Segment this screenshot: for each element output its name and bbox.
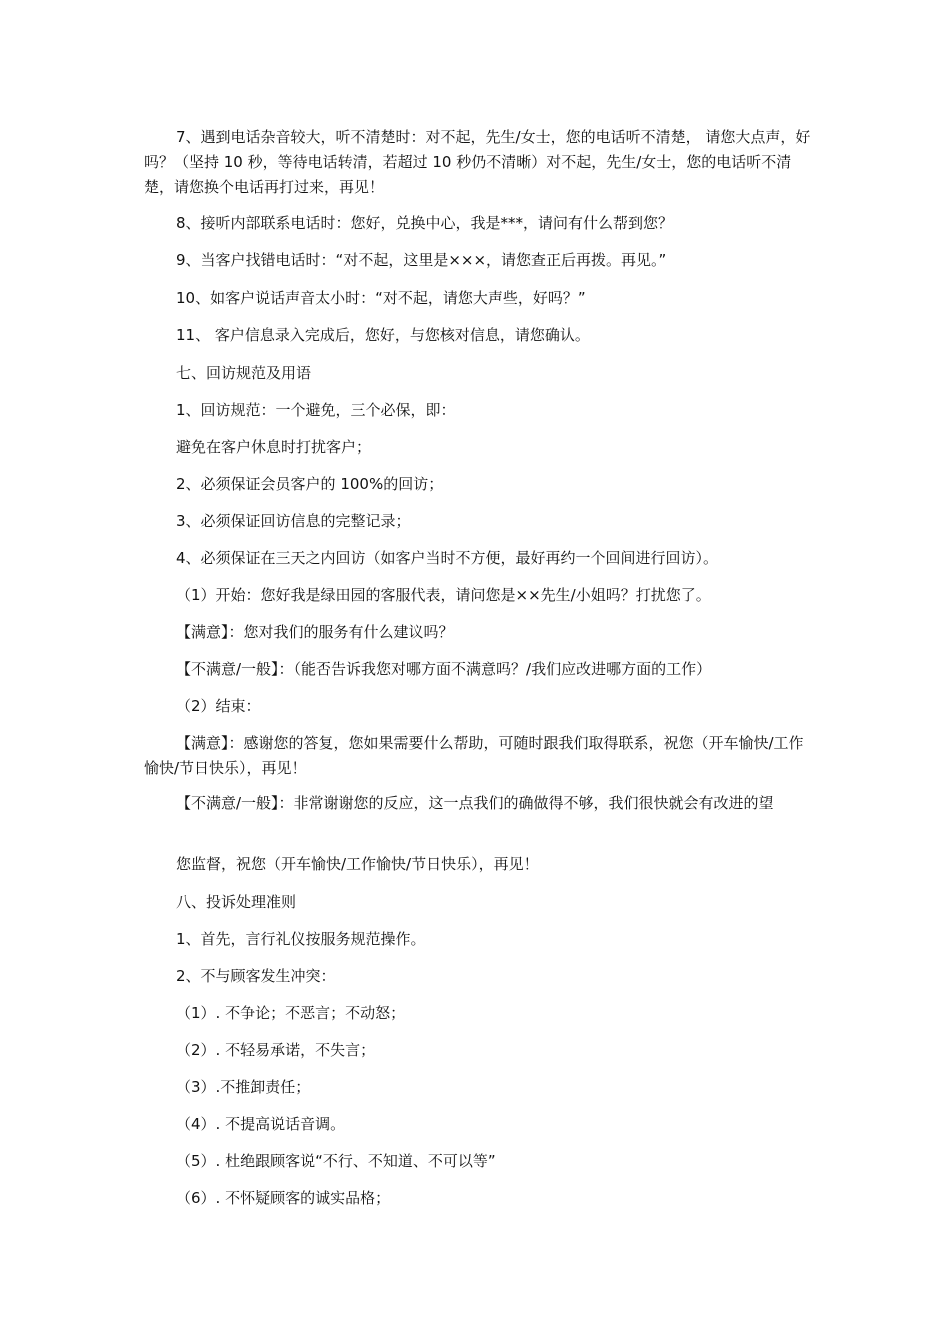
list-item-4: （4）. 不提高说话音调。 bbox=[176, 1115, 346, 1133]
paragraph-satisfied-q: 【满意】：您对我们的服务有什么建议吗？ bbox=[176, 623, 454, 641]
section-heading-7: 七、回访规范及用语 bbox=[176, 364, 312, 382]
paragraph-start-script: （1）开始：您好我是绿田园的客服代表，请问您是××先生/小姐吗？打扰您了。 bbox=[176, 586, 711, 604]
paragraph-10-quiet-voice: 10、如客户说话声音太小时：“对不起，请您大声些，好吗？” bbox=[176, 289, 586, 307]
paragraph-supervise: 您监督，祝您（开车愉快/工作愉快/节日快乐），再见！ bbox=[176, 855, 539, 873]
paragraph-followup-rule: 1、回访规范：一个避免，三个必保，即： bbox=[176, 401, 456, 419]
paragraph-9-wrong-number: 9、当客户找错电话时：“对不起，这里是×××，请您查正后再拨。再见。” bbox=[176, 251, 667, 269]
paragraph-avoid-disturb: 避免在客户休息时打扰客户； bbox=[176, 438, 372, 456]
paragraph-ensure-100: 2、必须保证会员客户的 100%的回访； bbox=[176, 475, 444, 493]
paragraph-etiquette: 1、首先，言行礼仪按服务规范操作。 bbox=[176, 930, 426, 948]
paragraph-ensure-three-days: 4、必须保证在三天之内回访（如客户当时不方便，最好再约一个回间进行回访）。 bbox=[176, 549, 719, 567]
paragraph-unsatisfied-end: 【不满意/一般】：非常谢谢您的反应，这一点我们的确做得不够，我们很快就会有改进的望 bbox=[176, 794, 774, 812]
list-item-2: （2）. 不轻易承诺，不失言； bbox=[176, 1041, 376, 1059]
paragraph-satisfied-end: 【满意】：感谢您的答复，您如果需要什么帮助，可随时跟我们取得联系，祝您（开车愉快/工作愉快/节日快乐），再见！ bbox=[144, 734, 804, 777]
paragraph-ensure-record: 3、必须保证回访信息的完整记录； bbox=[176, 512, 411, 530]
paragraph-end-label: （2）结束： bbox=[176, 697, 261, 715]
paragraph-7-noise-call: 7、遇到电话杂音较大，听不清楚时：对不起，先生/女士，您的电话听不清楚， 请您大点声，好吗？（坚持 10 秒，等待电话转清，若超过 10 秒仍不清晰）对不起，先生/女士，您的电话听不清楚，请您换个电话再打过来，再见！ bbox=[144, 128, 811, 196]
list-item-1: （1）. 不争论；不恶言；不动怒； bbox=[176, 1004, 406, 1022]
paragraph-unsatisfied-q: 【不满意/一般】：（能否告诉我您对哪方面不满意吗？/我们应改进哪方面的工作） bbox=[176, 660, 712, 678]
list-item-6: （6）. 不怀疑顾客的诚实品格； bbox=[176, 1189, 391, 1207]
list-item-5: （5）. 杜绝跟顾客说“不行、不知道、不可以等” bbox=[176, 1152, 496, 1170]
paragraph-11-info-confirm: 11、 客户信息录入完成后，您好，与您核对信息，请您确认。 bbox=[176, 326, 590, 344]
paragraph-8-internal-call: 8、接听内部联系电话时：您好，兑换中心，我是***，请问有什么帮到您？ bbox=[176, 214, 674, 232]
list-item-3: （3）.不推卸责任； bbox=[176, 1078, 311, 1096]
section-heading-8: 八、投诉处理准则 bbox=[176, 893, 297, 911]
paragraph-no-conflict: 2、不与顾客发生冲突： bbox=[176, 967, 336, 985]
